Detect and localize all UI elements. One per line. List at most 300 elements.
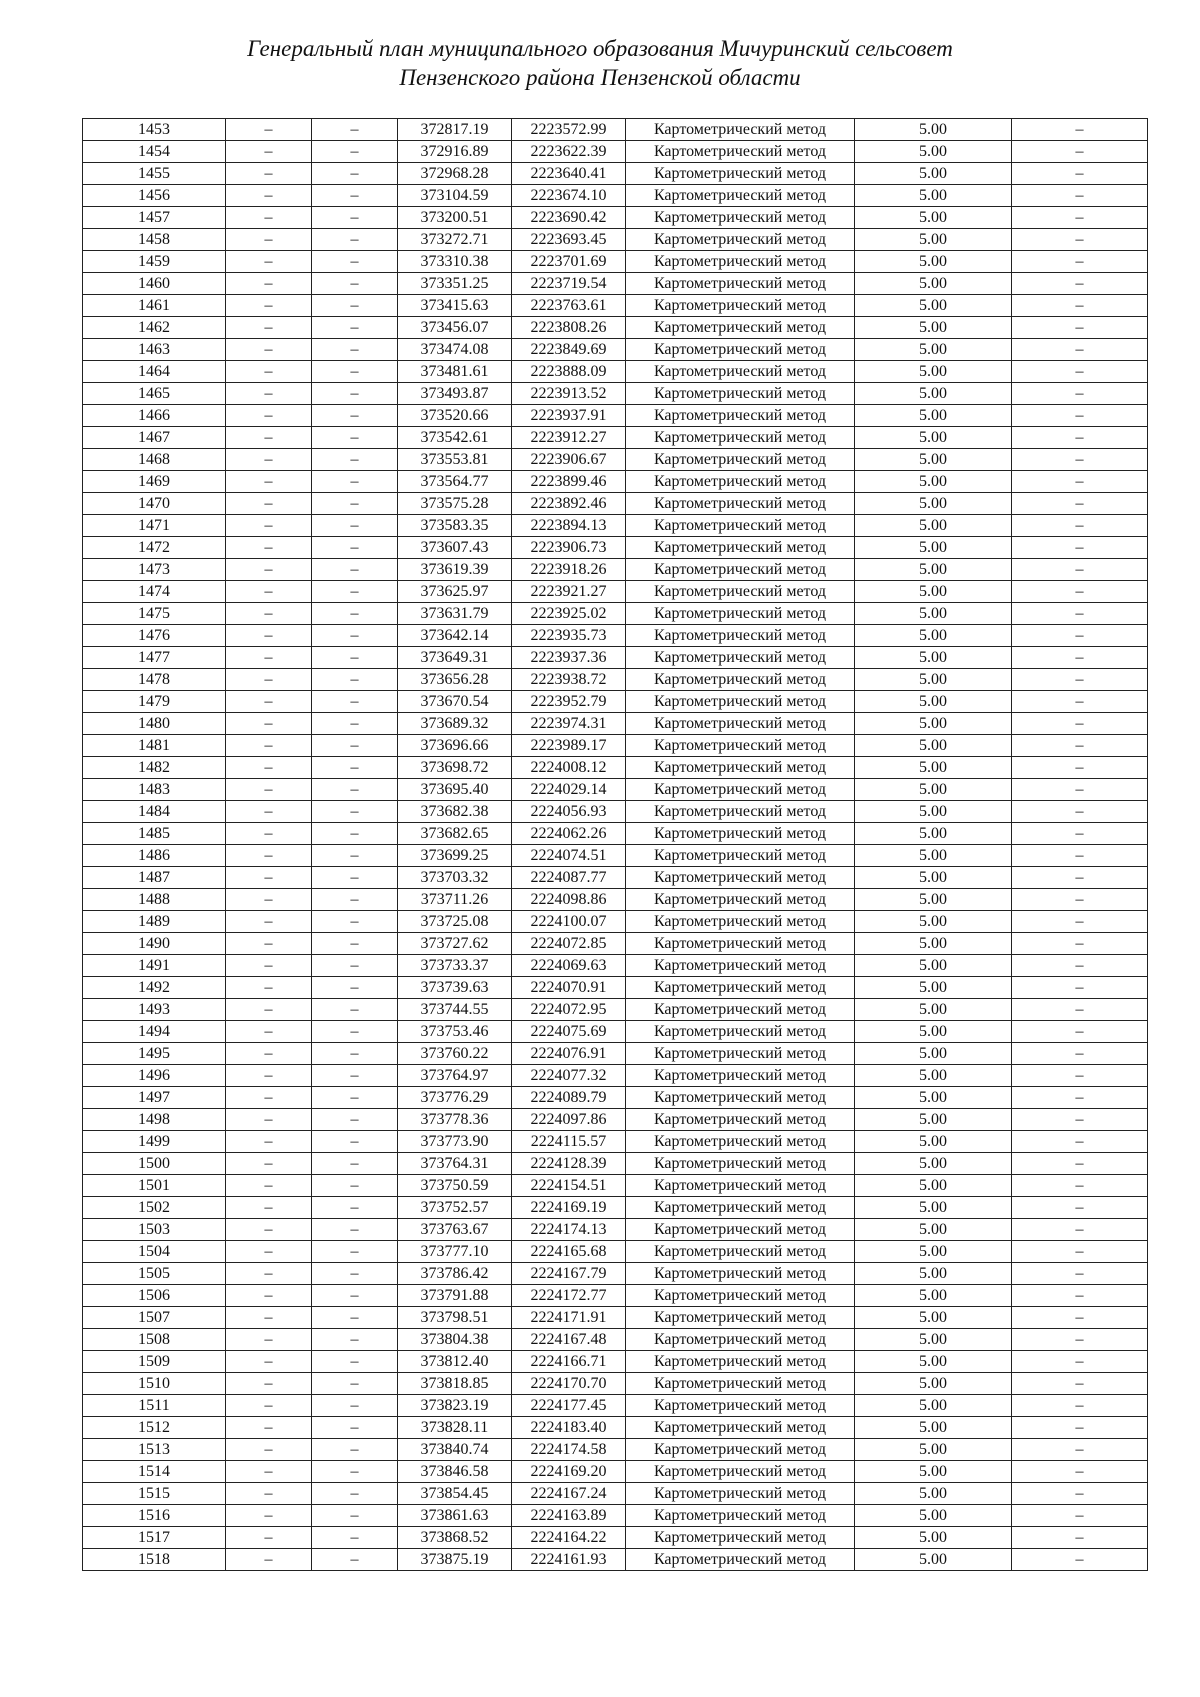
- table-row: [83, 845, 1148, 867]
- empty-value-cell: –: [226, 867, 312, 889]
- table-row: [83, 339, 1148, 361]
- method-cell: Картометрический метод: [626, 625, 855, 647]
- empty-value-cell: –: [1012, 1285, 1148, 1307]
- x-coordinate-cell: 373739.63: [398, 977, 512, 999]
- table-row: [83, 361, 1148, 383]
- method-cell: Картометрический метод: [626, 1505, 855, 1527]
- table-row: [83, 1219, 1148, 1241]
- empty-value-cell: –: [1012, 647, 1148, 669]
- empty-value-cell: –: [1012, 735, 1148, 757]
- x-coordinate-cell: 372968.28: [398, 163, 512, 185]
- table-row: [83, 1417, 1148, 1439]
- method-cell: Картометрический метод: [626, 1483, 855, 1505]
- method-cell: Картометрический метод: [626, 141, 855, 163]
- table-row: [83, 1021, 1148, 1043]
- empty-value-cell: –: [312, 1307, 398, 1329]
- point-number-cell: 1514: [83, 1461, 226, 1483]
- table-row: [83, 625, 1148, 647]
- x-coordinate-cell: 373875.19: [398, 1549, 512, 1571]
- point-number-cell: 1508: [83, 1329, 226, 1351]
- table-row: [83, 559, 1148, 581]
- accuracy-cell: 5.00: [855, 537, 1012, 559]
- empty-value-cell: –: [226, 977, 312, 999]
- method-cell: Картометрический метод: [626, 1307, 855, 1329]
- table-row: [83, 1065, 1148, 1087]
- accuracy-cell: 5.00: [855, 141, 1012, 163]
- accuracy-cell: 5.00: [855, 559, 1012, 581]
- table-row: [83, 1197, 1148, 1219]
- accuracy-cell: 5.00: [855, 801, 1012, 823]
- method-cell: Картометрический метод: [626, 229, 855, 251]
- table-row: [83, 1285, 1148, 1307]
- point-number-cell: 1461: [83, 295, 226, 317]
- table-row: [83, 383, 1148, 405]
- empty-value-cell: –: [226, 889, 312, 911]
- point-number-cell: 1510: [83, 1373, 226, 1395]
- point-number-cell: 1469: [83, 471, 226, 493]
- accuracy-cell: 5.00: [855, 735, 1012, 757]
- accuracy-cell: 5.00: [855, 449, 1012, 471]
- table-row: [83, 999, 1148, 1021]
- empty-value-cell: –: [312, 449, 398, 471]
- method-cell: Картометрический метод: [626, 691, 855, 713]
- point-number-cell: 1491: [83, 955, 226, 977]
- empty-value-cell: –: [226, 911, 312, 933]
- point-number-cell: 1478: [83, 669, 226, 691]
- y-coordinate-cell: 2224170.70: [512, 1373, 626, 1395]
- point-number-cell: 1472: [83, 537, 226, 559]
- table-row: [83, 273, 1148, 295]
- x-coordinate-cell: 373763.67: [398, 1219, 512, 1241]
- y-coordinate-cell: 2223674.10: [512, 185, 626, 207]
- x-coordinate-cell: 373493.87: [398, 383, 512, 405]
- table-row: [83, 1527, 1148, 1549]
- method-cell: Картометрический метод: [626, 933, 855, 955]
- empty-value-cell: –: [1012, 977, 1148, 999]
- point-number-cell: 1481: [83, 735, 226, 757]
- y-coordinate-cell: 2224163.89: [512, 1505, 626, 1527]
- point-number-cell: 1484: [83, 801, 226, 823]
- y-coordinate-cell: 2223894.13: [512, 515, 626, 537]
- x-coordinate-cell: 373752.57: [398, 1197, 512, 1219]
- empty-value-cell: –: [312, 1549, 398, 1571]
- x-coordinate-cell: 373760.22: [398, 1043, 512, 1065]
- y-coordinate-cell: 2224167.48: [512, 1329, 626, 1351]
- x-coordinate-cell: 373777.10: [398, 1241, 512, 1263]
- point-number-cell: 1490: [83, 933, 226, 955]
- point-number-cell: 1516: [83, 1505, 226, 1527]
- accuracy-cell: 5.00: [855, 317, 1012, 339]
- method-cell: Картометрический метод: [626, 1263, 855, 1285]
- empty-value-cell: –: [226, 251, 312, 273]
- x-coordinate-cell: 373733.37: [398, 955, 512, 977]
- method-cell: Картометрический метод: [626, 1351, 855, 1373]
- empty-value-cell: –: [312, 163, 398, 185]
- method-cell: Картометрический метод: [626, 669, 855, 691]
- point-number-cell: 1498: [83, 1109, 226, 1131]
- table-row: [83, 1043, 1148, 1065]
- accuracy-cell: 5.00: [855, 1263, 1012, 1285]
- y-coordinate-cell: 2224167.24: [512, 1483, 626, 1505]
- accuracy-cell: 5.00: [855, 911, 1012, 933]
- method-cell: Картометрический метод: [626, 1329, 855, 1351]
- empty-value-cell: –: [312, 493, 398, 515]
- empty-value-cell: –: [226, 1197, 312, 1219]
- accuracy-cell: 5.00: [855, 581, 1012, 603]
- method-cell: Картометрический метод: [626, 889, 855, 911]
- method-cell: Картометрический метод: [626, 119, 855, 141]
- empty-value-cell: –: [226, 625, 312, 647]
- point-number-cell: 1485: [83, 823, 226, 845]
- point-number-cell: 1513: [83, 1439, 226, 1461]
- point-number-cell: 1502: [83, 1197, 226, 1219]
- method-cell: Картометрический метод: [626, 1109, 855, 1131]
- empty-value-cell: –: [312, 1087, 398, 1109]
- y-coordinate-cell: 2224183.40: [512, 1417, 626, 1439]
- empty-value-cell: –: [1012, 163, 1148, 185]
- empty-value-cell: –: [1012, 955, 1148, 977]
- y-coordinate-cell: 2224077.32: [512, 1065, 626, 1087]
- accuracy-cell: 5.00: [855, 273, 1012, 295]
- empty-value-cell: –: [312, 273, 398, 295]
- empty-value-cell: –: [226, 229, 312, 251]
- empty-value-cell: –: [1012, 889, 1148, 911]
- empty-value-cell: –: [1012, 1043, 1148, 1065]
- empty-value-cell: –: [1012, 559, 1148, 581]
- method-cell: Картометрический метод: [626, 1197, 855, 1219]
- x-coordinate-cell: 373682.38: [398, 801, 512, 823]
- accuracy-cell: 5.00: [855, 1395, 1012, 1417]
- empty-value-cell: –: [226, 1087, 312, 1109]
- empty-value-cell: –: [226, 405, 312, 427]
- y-coordinate-cell: 2224076.91: [512, 1043, 626, 1065]
- empty-value-cell: –: [312, 1439, 398, 1461]
- accuracy-cell: 5.00: [855, 691, 1012, 713]
- accuracy-cell: 5.00: [855, 295, 1012, 317]
- table-row: [83, 1175, 1148, 1197]
- empty-value-cell: –: [312, 361, 398, 383]
- x-coordinate-cell: 373583.35: [398, 515, 512, 537]
- table-row: [83, 669, 1148, 691]
- table-row: [83, 405, 1148, 427]
- empty-value-cell: –: [312, 1329, 398, 1351]
- method-cell: Картометрический метод: [626, 1087, 855, 1109]
- point-number-cell: 1496: [83, 1065, 226, 1087]
- empty-value-cell: –: [1012, 1087, 1148, 1109]
- method-cell: Картометрический метод: [626, 867, 855, 889]
- accuracy-cell: 5.00: [855, 229, 1012, 251]
- empty-value-cell: –: [1012, 603, 1148, 625]
- point-number-cell: 1518: [83, 1549, 226, 1571]
- empty-value-cell: –: [312, 823, 398, 845]
- x-coordinate-cell: 373682.65: [398, 823, 512, 845]
- empty-value-cell: –: [226, 1021, 312, 1043]
- method-cell: Картометрический метод: [626, 1549, 855, 1571]
- empty-value-cell: –: [1012, 317, 1148, 339]
- method-cell: Картометрический метод: [626, 339, 855, 361]
- table-row: [83, 1109, 1148, 1131]
- table-row: [83, 603, 1148, 625]
- empty-value-cell: –: [312, 1109, 398, 1131]
- point-number-cell: 1462: [83, 317, 226, 339]
- empty-value-cell: –: [1012, 625, 1148, 647]
- empty-value-cell: –: [312, 845, 398, 867]
- table-row: [83, 977, 1148, 999]
- y-coordinate-cell: 2223918.26: [512, 559, 626, 581]
- x-coordinate-cell: 373798.51: [398, 1307, 512, 1329]
- y-coordinate-cell: 2224169.19: [512, 1197, 626, 1219]
- x-coordinate-cell: 373854.45: [398, 1483, 512, 1505]
- empty-value-cell: –: [312, 581, 398, 603]
- method-cell: Картометрический метод: [626, 295, 855, 317]
- point-number-cell: 1482: [83, 757, 226, 779]
- empty-value-cell: –: [226, 669, 312, 691]
- empty-value-cell: –: [1012, 1395, 1148, 1417]
- table-row: [83, 1373, 1148, 1395]
- accuracy-cell: 5.00: [855, 1439, 1012, 1461]
- y-coordinate-cell: 2223921.27: [512, 581, 626, 603]
- x-coordinate-cell: 373564.77: [398, 471, 512, 493]
- empty-value-cell: –: [1012, 1021, 1148, 1043]
- method-cell: Картометрический метод: [626, 977, 855, 999]
- empty-value-cell: –: [226, 1153, 312, 1175]
- accuracy-cell: 5.00: [855, 471, 1012, 493]
- empty-value-cell: –: [312, 691, 398, 713]
- empty-value-cell: –: [226, 317, 312, 339]
- empty-value-cell: –: [1012, 1417, 1148, 1439]
- empty-value-cell: –: [312, 1131, 398, 1153]
- point-number-cell: 1474: [83, 581, 226, 603]
- point-number-cell: 1473: [83, 559, 226, 581]
- accuracy-cell: 5.00: [855, 1021, 1012, 1043]
- empty-value-cell: –: [226, 515, 312, 537]
- y-coordinate-cell: 2223888.09: [512, 361, 626, 383]
- method-cell: Картометрический метод: [626, 405, 855, 427]
- empty-value-cell: –: [312, 1395, 398, 1417]
- empty-value-cell: –: [1012, 1483, 1148, 1505]
- empty-value-cell: –: [1012, 273, 1148, 295]
- y-coordinate-cell: 2224174.58: [512, 1439, 626, 1461]
- empty-value-cell: –: [1012, 1549, 1148, 1571]
- point-number-cell: 1459: [83, 251, 226, 273]
- method-cell: Картометрический метод: [626, 383, 855, 405]
- empty-value-cell: –: [226, 559, 312, 581]
- point-number-cell: 1483: [83, 779, 226, 801]
- y-coordinate-cell: 2224029.14: [512, 779, 626, 801]
- x-coordinate-cell: 373840.74: [398, 1439, 512, 1461]
- empty-value-cell: –: [226, 845, 312, 867]
- empty-value-cell: –: [1012, 1373, 1148, 1395]
- method-cell: Картометрический метод: [626, 273, 855, 295]
- x-coordinate-cell: 373695.40: [398, 779, 512, 801]
- empty-value-cell: –: [312, 801, 398, 823]
- empty-value-cell: –: [1012, 207, 1148, 229]
- empty-value-cell: –: [1012, 1527, 1148, 1549]
- y-coordinate-cell: 2223937.36: [512, 647, 626, 669]
- y-coordinate-cell: 2224008.12: [512, 757, 626, 779]
- accuracy-cell: 5.00: [855, 999, 1012, 1021]
- table-row: [83, 1351, 1148, 1373]
- empty-value-cell: –: [312, 669, 398, 691]
- accuracy-cell: 5.00: [855, 119, 1012, 141]
- empty-value-cell: –: [312, 1263, 398, 1285]
- y-coordinate-cell: 2224075.69: [512, 1021, 626, 1043]
- accuracy-cell: 5.00: [855, 1043, 1012, 1065]
- y-coordinate-cell: 2224098.86: [512, 889, 626, 911]
- empty-value-cell: –: [226, 119, 312, 141]
- y-coordinate-cell: 2224100.07: [512, 911, 626, 933]
- document-header: [0, 34, 1200, 92]
- empty-value-cell: –: [312, 999, 398, 1021]
- empty-value-cell: –: [312, 1153, 398, 1175]
- method-cell: Картометрический метод: [626, 801, 855, 823]
- method-cell: Картометрический метод: [626, 493, 855, 515]
- empty-value-cell: –: [226, 295, 312, 317]
- accuracy-cell: 5.00: [855, 1065, 1012, 1087]
- point-number-cell: 1464: [83, 361, 226, 383]
- y-coordinate-cell: 2224070.91: [512, 977, 626, 999]
- header-title-line1: Генеральный план муниципального образования Мичуринский сельсовет: [247, 36, 953, 61]
- empty-value-cell: –: [312, 427, 398, 449]
- empty-value-cell: –: [1012, 867, 1148, 889]
- empty-value-cell: –: [1012, 1307, 1148, 1329]
- x-coordinate-cell: 373804.38: [398, 1329, 512, 1351]
- method-cell: Картометрический метод: [626, 1219, 855, 1241]
- point-number-cell: 1465: [83, 383, 226, 405]
- empty-value-cell: –: [312, 141, 398, 163]
- table-row: [83, 735, 1148, 757]
- y-coordinate-cell: 2224128.39: [512, 1153, 626, 1175]
- point-number-cell: 1460: [83, 273, 226, 295]
- y-coordinate-cell: 2224074.51: [512, 845, 626, 867]
- empty-value-cell: –: [1012, 713, 1148, 735]
- empty-value-cell: –: [226, 1131, 312, 1153]
- y-coordinate-cell: 2224115.57: [512, 1131, 626, 1153]
- empty-value-cell: –: [226, 383, 312, 405]
- method-cell: Картометрический метод: [626, 471, 855, 493]
- empty-value-cell: –: [1012, 405, 1148, 427]
- point-number-cell: 1503: [83, 1219, 226, 1241]
- y-coordinate-cell: 2223906.73: [512, 537, 626, 559]
- point-number-cell: 1495: [83, 1043, 226, 1065]
- accuracy-cell: 5.00: [855, 361, 1012, 383]
- empty-value-cell: –: [1012, 141, 1148, 163]
- y-coordinate-cell: 2224087.77: [512, 867, 626, 889]
- accuracy-cell: 5.00: [855, 1197, 1012, 1219]
- method-cell: Картометрический метод: [626, 361, 855, 383]
- y-coordinate-cell: 2224174.13: [512, 1219, 626, 1241]
- point-number-cell: 1517: [83, 1527, 226, 1549]
- x-coordinate-cell: 373786.42: [398, 1263, 512, 1285]
- empty-value-cell: –: [1012, 185, 1148, 207]
- empty-value-cell: –: [1012, 1197, 1148, 1219]
- point-number-cell: 1506: [83, 1285, 226, 1307]
- empty-value-cell: –: [226, 1483, 312, 1505]
- empty-value-cell: –: [226, 1439, 312, 1461]
- empty-value-cell: –: [1012, 1461, 1148, 1483]
- accuracy-cell: 5.00: [855, 1351, 1012, 1373]
- point-number-cell: 1466: [83, 405, 226, 427]
- empty-value-cell: –: [312, 251, 398, 273]
- empty-value-cell: –: [312, 1175, 398, 1197]
- accuracy-cell: 5.00: [855, 1153, 1012, 1175]
- x-coordinate-cell: 373553.81: [398, 449, 512, 471]
- empty-value-cell: –: [312, 713, 398, 735]
- table-row: [83, 207, 1148, 229]
- point-number-cell: 1455: [83, 163, 226, 185]
- x-coordinate-cell: 373649.31: [398, 647, 512, 669]
- accuracy-cell: 5.00: [855, 867, 1012, 889]
- method-cell: Картометрический метод: [626, 647, 855, 669]
- y-coordinate-cell: 2224062.26: [512, 823, 626, 845]
- table-row: [83, 471, 1148, 493]
- accuracy-cell: 5.00: [855, 163, 1012, 185]
- empty-value-cell: –: [312, 207, 398, 229]
- point-number-cell: 1475: [83, 603, 226, 625]
- table-row: [83, 427, 1148, 449]
- accuracy-cell: 5.00: [855, 1483, 1012, 1505]
- method-cell: Картометрический метод: [626, 1285, 855, 1307]
- point-number-cell: 1512: [83, 1417, 226, 1439]
- y-coordinate-cell: 2223701.69: [512, 251, 626, 273]
- empty-value-cell: –: [1012, 1505, 1148, 1527]
- y-coordinate-cell: 2224166.71: [512, 1351, 626, 1373]
- empty-value-cell: –: [312, 295, 398, 317]
- empty-value-cell: –: [1012, 1065, 1148, 1087]
- empty-value-cell: –: [1012, 119, 1148, 141]
- empty-value-cell: –: [312, 933, 398, 955]
- empty-value-cell: –: [312, 1417, 398, 1439]
- x-coordinate-cell: 373689.32: [398, 713, 512, 735]
- point-number-cell: 1509: [83, 1351, 226, 1373]
- empty-value-cell: –: [1012, 999, 1148, 1021]
- x-coordinate-cell: 373744.55: [398, 999, 512, 1021]
- x-coordinate-cell: 372916.89: [398, 141, 512, 163]
- y-coordinate-cell: 2224072.85: [512, 933, 626, 955]
- method-cell: Картометрический метод: [626, 1373, 855, 1395]
- accuracy-cell: 5.00: [855, 1307, 1012, 1329]
- empty-value-cell: –: [226, 581, 312, 603]
- empty-value-cell: –: [312, 537, 398, 559]
- accuracy-cell: 5.00: [855, 1131, 1012, 1153]
- table-row: [83, 889, 1148, 911]
- method-cell: Картометрический метод: [626, 207, 855, 229]
- y-coordinate-cell: 2223899.46: [512, 471, 626, 493]
- empty-value-cell: –: [226, 1329, 312, 1351]
- empty-value-cell: –: [1012, 669, 1148, 691]
- empty-value-cell: –: [226, 1175, 312, 1197]
- point-number-cell: 1493: [83, 999, 226, 1021]
- empty-value-cell: –: [226, 713, 312, 735]
- x-coordinate-cell: 373791.88: [398, 1285, 512, 1307]
- x-coordinate-cell: 373520.66: [398, 405, 512, 427]
- method-cell: Картометрический метод: [626, 1461, 855, 1483]
- x-coordinate-cell: 373776.29: [398, 1087, 512, 1109]
- point-number-cell: 1479: [83, 691, 226, 713]
- method-cell: Картометрический метод: [626, 1043, 855, 1065]
- empty-value-cell: –: [312, 1505, 398, 1527]
- x-coordinate-cell: 373725.08: [398, 911, 512, 933]
- table-row: [83, 1241, 1148, 1263]
- empty-value-cell: –: [312, 1043, 398, 1065]
- x-coordinate-cell: 373699.25: [398, 845, 512, 867]
- empty-value-cell: –: [226, 449, 312, 471]
- empty-value-cell: –: [226, 1417, 312, 1439]
- x-coordinate-cell: 373272.71: [398, 229, 512, 251]
- table-row: [83, 229, 1148, 251]
- method-cell: Картометрический метод: [626, 1065, 855, 1087]
- empty-value-cell: –: [226, 603, 312, 625]
